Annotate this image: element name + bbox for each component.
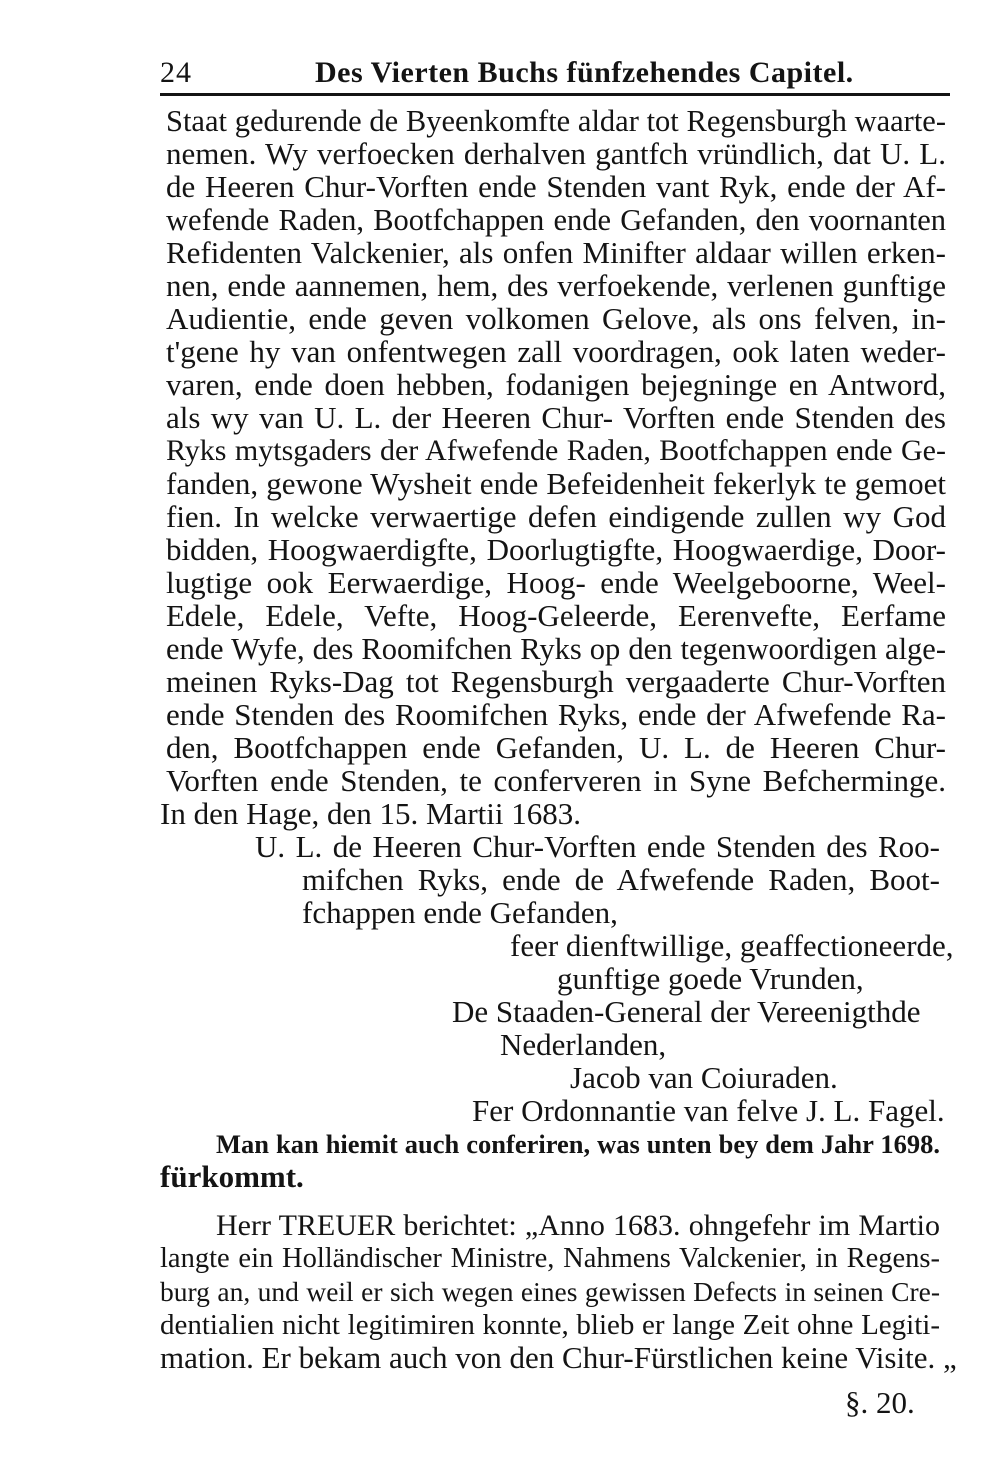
- commentary-line: Man kan hiemit auch conferiren, was unten bey dem Jahr 1698.: [216, 1129, 940, 1159]
- closing-line: feer dienftwillige, geaffectioneerde,: [510, 928, 954, 963]
- commentary-line: burg an, und weil er sich wegen eines gewissen Defects in seinen Cre-: [160, 1276, 940, 1307]
- closing-line: Fer Ordonnantie van felve J. L. Fagel.: [472, 1093, 945, 1128]
- closing-line: gunftige goede Vrunden,: [557, 961, 864, 996]
- text-line: nemen. Wy verfoecken derhalven gantfch vründlich, dat U. L.: [166, 136, 946, 171]
- text-line: Ryks mytsgaders der Afwefende Raden, Bootfchappen ende Ge-: [166, 434, 946, 467]
- commentary-line: mation. Er bekam auch von den Chur-Fürstlichen keine Visite. „: [160, 1340, 957, 1375]
- text-line: Staat gedurende de Byeenkomfte aldar tot Regensburgh waarte-: [166, 104, 946, 138]
- closing-line: Nederlanden,: [500, 1027, 667, 1062]
- closing-line: U. L. de Heeren Chur-Vorften ende Stenden des Roo-: [255, 829, 940, 864]
- commentary-line: Herr TREUER berichtet: „Anno 1683. ohngefehr im Martio: [216, 1209, 940, 1242]
- closing-line: fchappen ende Gefanden,: [302, 895, 618, 930]
- text-line: ende Stenden des Roomifchen Ryks, ende der Afwefende Ra-: [166, 697, 946, 732]
- commentary-line: langte ein Holländischer Ministre, Nahmens Valckenier, in Regens-: [160, 1243, 940, 1274]
- text-line: varen, ende doen hebben, fodanigen bejegninge en Antword,: [166, 367, 946, 402]
- closing-line: Jacob van Coiuraden.: [570, 1060, 838, 1095]
- text-line: Edele, Edele, Vefte, Hoog-Geleerde, Eerenvefte, Eerfame: [166, 598, 946, 633]
- text-line: t'gene hy van onfentwegen zall voordragen, ook laten weder-: [166, 334, 946, 369]
- text-line: fanden, gewone Wysheit ende Befeidenheit fekerlyk te gemoet: [166, 466, 946, 501]
- closing-line: De Staaden-General der Vereenigthde: [452, 994, 921, 1029]
- text-line: Audientie, ende geven volkomen Gelove, als ons felven, in-: [166, 301, 946, 336]
- text-line: nen, ende aannemen, hem, des verfoekende, verlenen gunftige: [166, 268, 946, 303]
- page-number: 24: [160, 56, 192, 89]
- text-line: wefende Raden, Bootfchappen ende Gefanden, den voornanten: [166, 203, 946, 237]
- text-line: meinen Ryks-Dag tot Regensburgh vergaaderte Chur-Vorften: [166, 664, 946, 699]
- text-line: Vorften ende Stenden, te conferveren in Syne Befcherminge.: [166, 763, 946, 798]
- text-line: Refidenten Valckenier, als onfen Minifter aldaar willen erken-: [166, 235, 946, 270]
- running-title: Des Vierten Buchs fünfzehendes Capitel.: [315, 56, 854, 89]
- text-line: fien. In welcke verwaertige defen eindigende zullen wy God: [166, 499, 946, 534]
- text-line: den, Bootfchappen ende Gefanden, U. L. de Heeren Chur-: [166, 730, 946, 765]
- commentary-line: dentialien nicht legitimiren konnte, blieb er lange Zeit ohne Legiti-: [160, 1309, 940, 1341]
- text-line: lugtige ook Eerwaerdige, Hoog- ende Weelgeboorne, Weel-: [166, 565, 946, 600]
- text-line: bidden, Hoogwaerdigfte, Doorlugtigfte, Hoogwaerdige, Door-: [166, 532, 946, 567]
- header-rule: [160, 93, 950, 96]
- page-header: [160, 50, 950, 90]
- commentary-line: fürkommt.: [160, 1159, 304, 1194]
- text-line: In den Hage, den 15. Martii 1683.: [160, 796, 581, 831]
- closing-line: mifchen Ryks, ende de Afwefende Raden, Boot-: [302, 862, 940, 897]
- section-mark: §. 20.: [845, 1385, 915, 1420]
- text-line: als wy van U. L. der Heeren Chur- Vorften ende Stenden des: [166, 400, 946, 435]
- text-line: ende Wyfe, des Roomifchen Ryks op den tegenwoordigen alge-: [166, 632, 946, 666]
- text-line: de Heeren Chur-Vorften ende Stenden vant Ryk, ende der Af-: [166, 169, 946, 204]
